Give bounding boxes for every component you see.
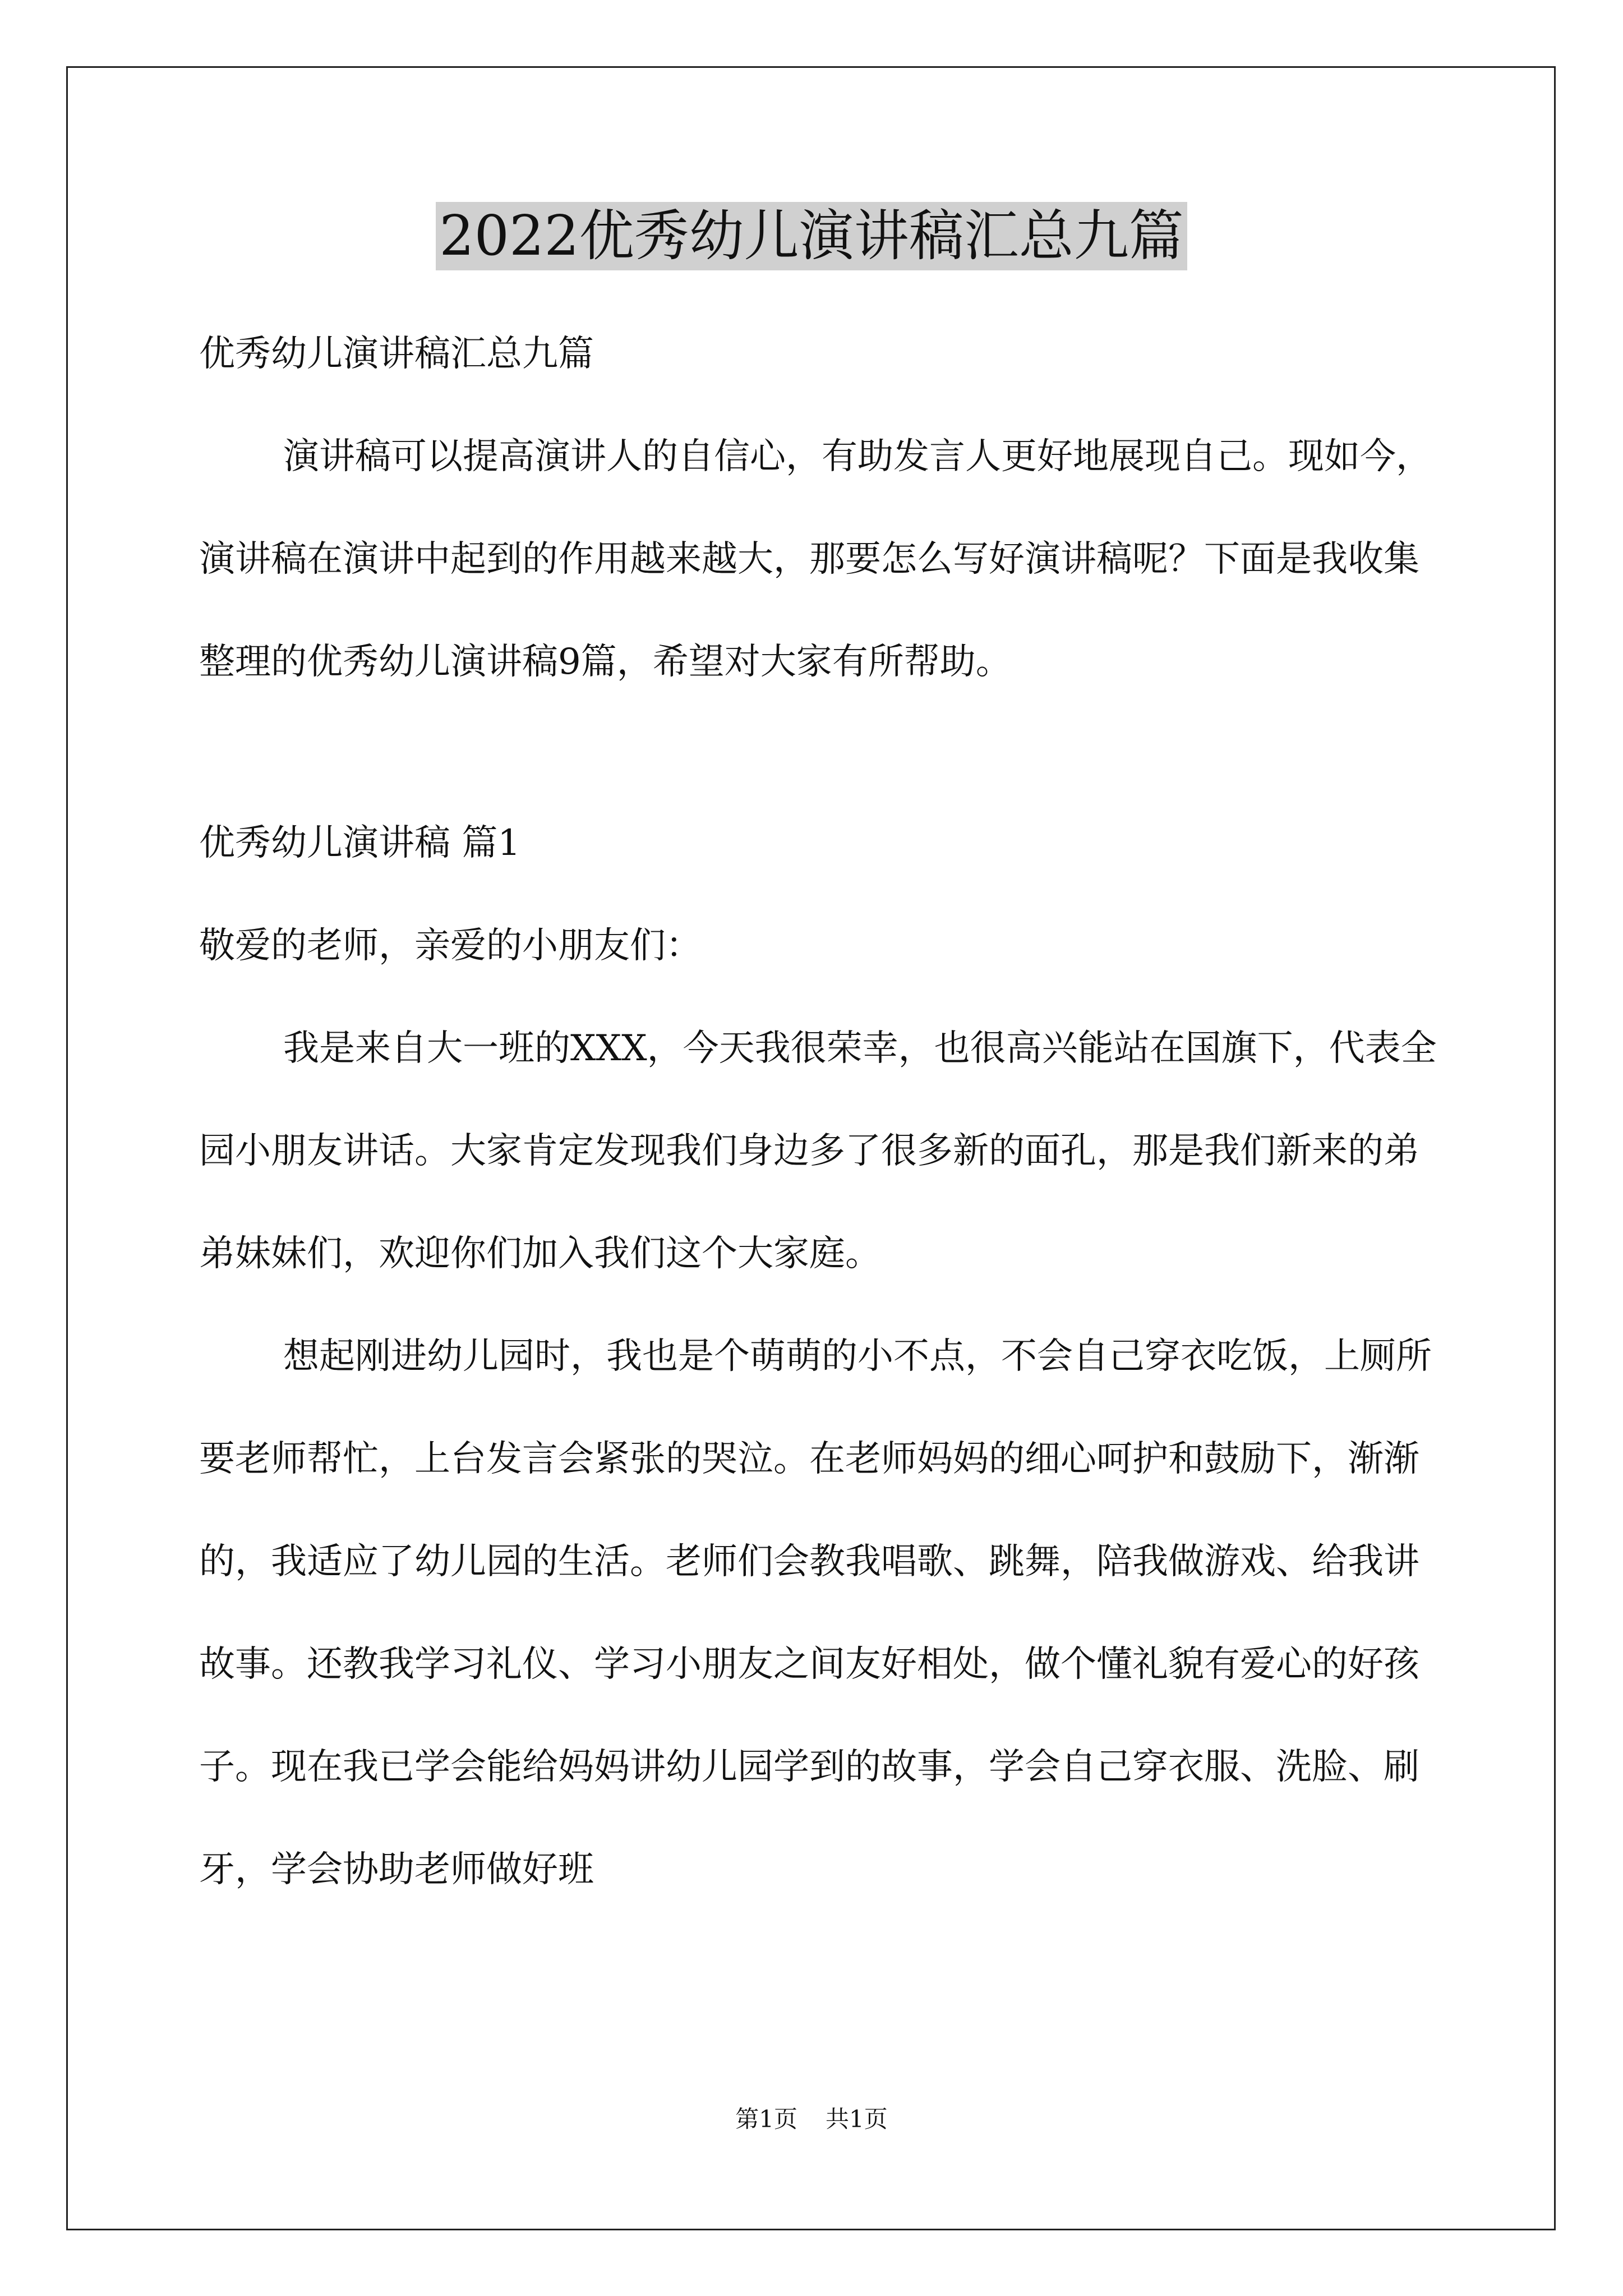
page-footer bbox=[0, 2102, 1623, 2136]
document-title-text: 2022优秀幼儿演讲稿汇总九篇 bbox=[436, 202, 1187, 270]
page-total: 共1页 bbox=[826, 2105, 888, 2133]
body-paragraph-2: 想起刚进幼儿园时，我也是个萌萌的小不点，不会自己穿衣吃饭，上厕所要老师帮忙，上台发言会紧张的哭泣。在老师妈妈的细心呵护和鼓励下，渐渐的，我适应了幼儿园的生活。老师们会教我唱歌、跳舞，陪我做游戏、给我讲故事。还教我学习礼仪、学习小朋友之间友好相处，做个懂礼貌有爱心的好孩子。现在我已学会能给妈妈讲幼儿园学到的故事，学会自己穿衣服、洗脸、刷牙，学会协助老师做好班 bbox=[199, 1336, 1432, 1890]
document-body bbox=[199, 303, 1441, 1921]
document-subtitle: 优秀幼儿演讲稿汇总九篇 bbox=[199, 333, 594, 375]
body-paragraph-1: 我是来自大一班的XXX，今天我很荣幸，也很高兴能站在国旗下，代表全园小朋友讲话。大家肯定发现我们身边多了很多新的面孔，那是我们新来的弟弟妹妹们，欢迎你们加入我们这个大家庭。 bbox=[199, 1028, 1437, 1274]
section-heading: 优秀幼儿演讲稿 篇1 bbox=[199, 822, 521, 864]
page-number: 第1页 bbox=[735, 2105, 797, 2133]
document-title bbox=[0, 200, 1623, 273]
intro-paragraph: 演讲稿可以提高演讲人的自信心，有助发言人更好地展现自己。现如今，演讲稿在演讲中起到的作用越来越大，那要怎么写好演讲稿呢？下面是我收集整理的优秀幼儿演讲稿9篇，希望对大家有所帮助。 bbox=[199, 436, 1432, 683]
greeting-line: 敬爱的老师，亲爱的小朋友们： bbox=[199, 925, 702, 967]
